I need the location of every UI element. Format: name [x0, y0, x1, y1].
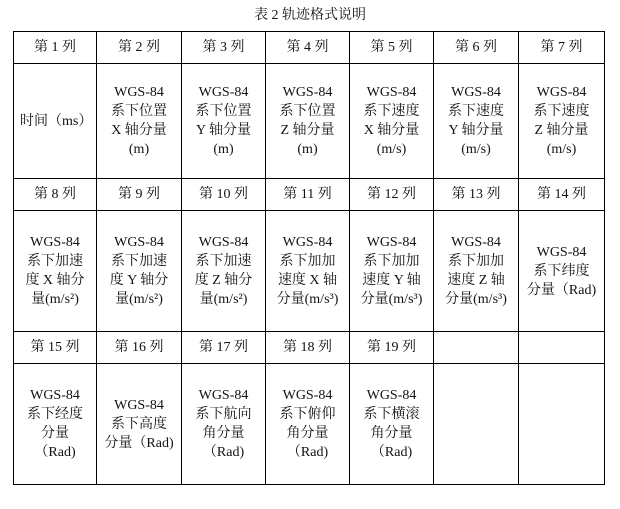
column-header-empty [434, 332, 519, 364]
column-header: 第 7 列 [519, 32, 605, 64]
cell-text: 时间（ms） [20, 113, 93, 129]
table-cell [182, 364, 266, 485]
cell-text: WGS-84 系下加速 度 X 轴分 量(m/s²) [25, 235, 85, 307]
cell-text: WGS-84 系下速度 Y 轴分量 (m/s) [448, 85, 504, 157]
table-cell [266, 211, 350, 332]
table-cell [350, 211, 434, 332]
table-cell [519, 211, 605, 332]
table-title: 表 2 轨迹格式说明 [254, 8, 366, 23]
trajectory-format-table [13, 31, 605, 485]
table-cell [97, 364, 182, 485]
content-row-1 [14, 64, 605, 179]
table-cell [350, 364, 434, 485]
cell-text: WGS-84 系下位置 Z 轴分量 (m) [279, 85, 336, 157]
column-header: 第 2 列 [97, 32, 182, 64]
table-cell [97, 64, 182, 179]
header-row-1 [14, 32, 605, 64]
table-cell [182, 64, 266, 179]
cell-text: WGS-84 系下加速 度 Z 轴分 量(m/s²) [194, 235, 253, 307]
column-header: 第 3 列 [182, 32, 266, 64]
table-cell [14, 64, 97, 179]
column-header-empty [519, 332, 605, 364]
cell-text: WGS-84 系下加加 速度 Z 轴 分量(m/s³) [445, 235, 507, 307]
table-cell [350, 64, 434, 179]
cell-text: WGS-84 系下加加 速度 X 轴 分量(m/s³) [276, 235, 339, 307]
cell-text: WGS-84 系下航向 角分量 （Rad) [195, 388, 252, 460]
cell-text: WGS-84 系下高度 分量（Rad) [104, 397, 174, 451]
content-row-3 [14, 364, 605, 485]
table-cell [266, 364, 350, 485]
table-cell [182, 211, 266, 332]
column-header: 第 5 列 [350, 32, 434, 64]
content-row-2 [14, 211, 605, 332]
column-header: 第 10 列 [182, 179, 266, 211]
column-header: 第 6 列 [434, 32, 519, 64]
table-cell [434, 211, 519, 332]
column-header: 第 8 列 [14, 179, 97, 211]
table-cell [14, 364, 97, 485]
cell-text: WGS-84 系下加速 度 Y 轴分 量(m/s²) [109, 235, 169, 307]
column-header: 第 19 列 [350, 332, 434, 364]
column-header: 第 12 列 [350, 179, 434, 211]
cell-text: WGS-84 系下位置 X 轴分量 (m) [111, 85, 167, 157]
cell-text: WGS-84 系下速度 Z 轴分量 (m/s) [533, 85, 590, 157]
table-cell [519, 64, 605, 179]
table-cell [14, 211, 97, 332]
cell-text: WGS-84 系下位置 Y 轴分量 (m) [195, 85, 252, 157]
cell-text: WGS-84 系下经度 分量 （Rad) [27, 388, 83, 460]
column-header: 第 1 列 [14, 32, 97, 64]
column-header: 第 9 列 [97, 179, 182, 211]
table-cell-empty [434, 364, 519, 485]
column-header: 第 17 列 [182, 332, 266, 364]
table-cell [434, 64, 519, 179]
column-header: 第 16 列 [97, 332, 182, 364]
header-row-2 [14, 179, 605, 211]
cell-text: WGS-84 系下纬度 分量（Rad) [526, 244, 597, 298]
column-header: 第 13 列 [434, 179, 519, 211]
cell-text: WGS-84 系下速度 X 轴分量 (m/s) [363, 85, 420, 157]
table-cell [266, 64, 350, 179]
cell-text: WGS-84 系下横滚 角分量 （Rad) [363, 388, 420, 460]
column-header: 第 18 列 [266, 332, 350, 364]
header-row-3 [14, 332, 605, 364]
table-cell [97, 211, 182, 332]
column-header: 第 15 列 [14, 332, 97, 364]
column-header: 第 14 列 [519, 179, 605, 211]
cell-text: WGS-84 系下俯仰 角分量 （Rad) [279, 388, 336, 460]
cell-text: WGS-84 系下加加 速度 Y 轴 分量(m/s³) [360, 235, 423, 307]
column-header: 第 11 列 [266, 179, 350, 211]
table-cell-empty [519, 364, 605, 485]
column-header: 第 4 列 [266, 32, 350, 64]
